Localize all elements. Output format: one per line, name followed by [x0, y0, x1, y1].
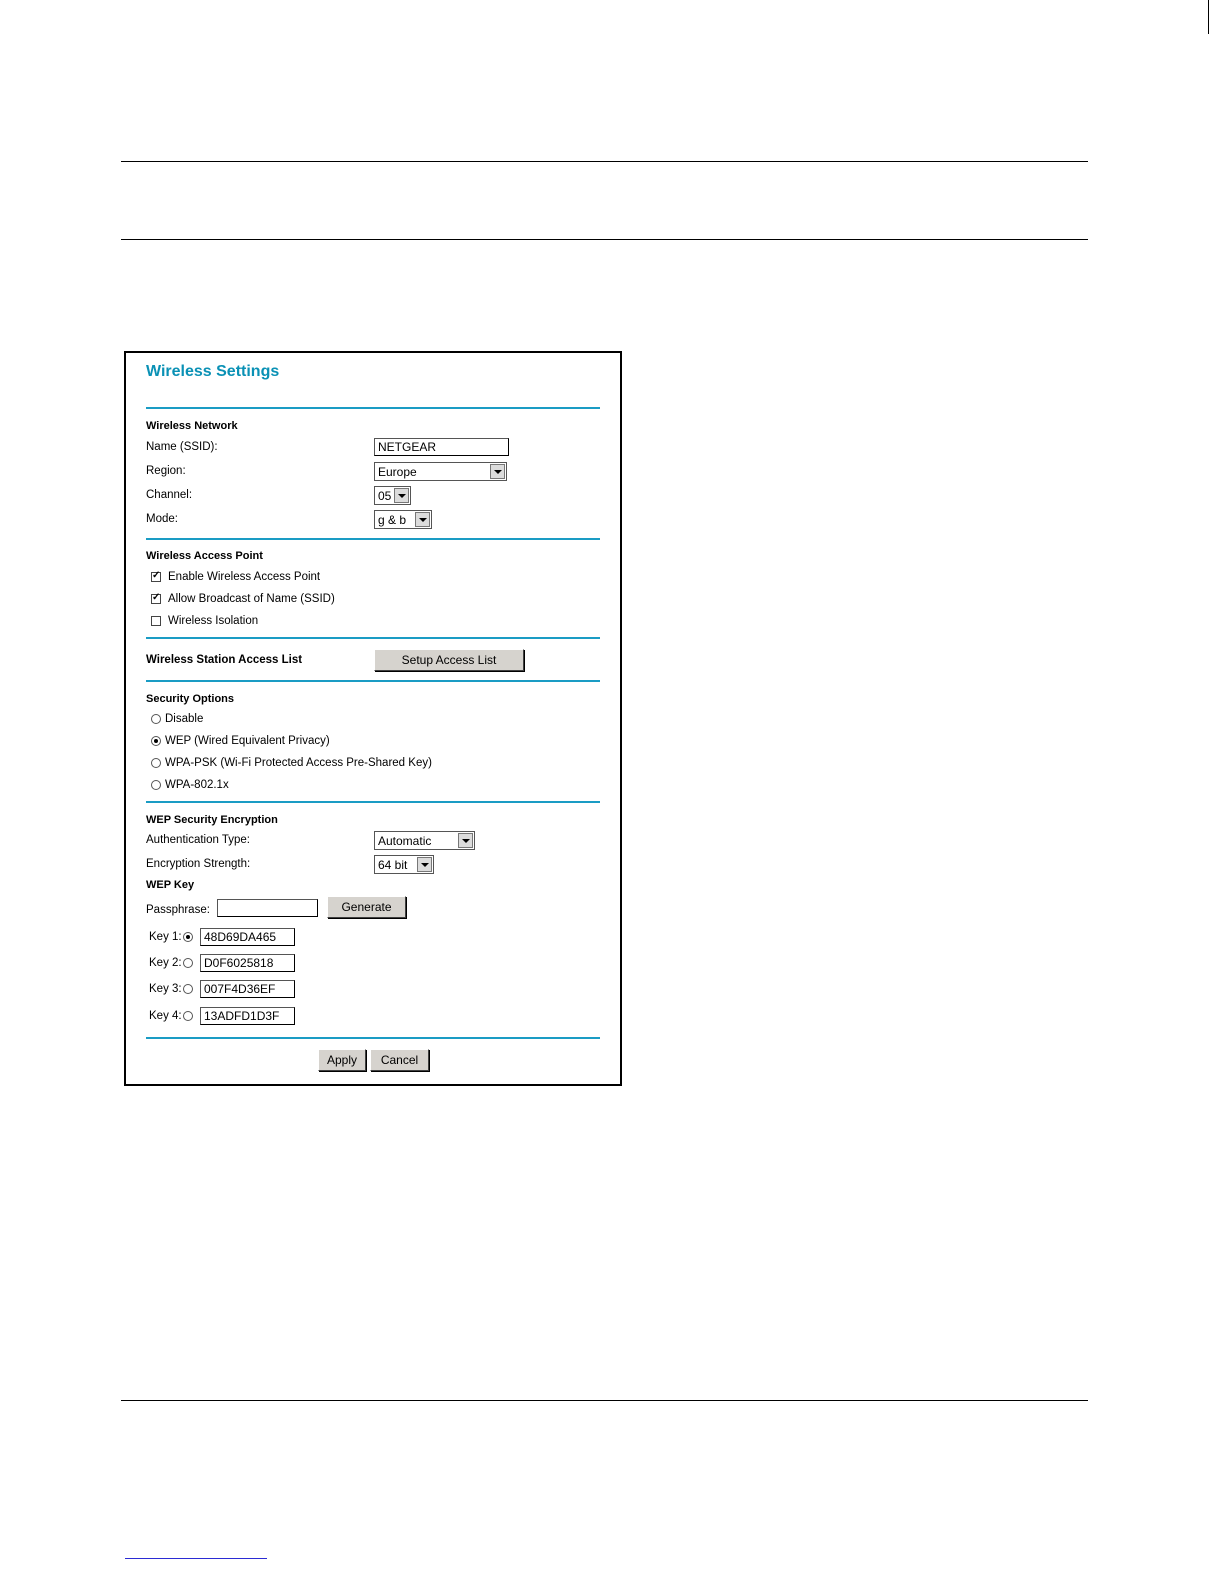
wep-key-1-input[interactable] [200, 928, 295, 946]
security-option-wep[interactable] [151, 735, 330, 747]
radio-selected-icon[interactable] [151, 736, 161, 746]
radio-label: Disable [165, 713, 204, 725]
section-divider [146, 538, 600, 540]
key-label: Key 2: [149, 957, 182, 969]
region-select-value: Europe [378, 464, 417, 479]
auth-type-label: Authentication Type: [146, 834, 250, 846]
radio-unselected-icon[interactable] [151, 758, 161, 768]
checkbox-checked-icon[interactable] [151, 594, 161, 604]
wireless-settings-panel [124, 351, 622, 1086]
region-label: Region: [146, 465, 186, 477]
section-divider [146, 407, 600, 409]
chevron-down-icon[interactable] [415, 512, 430, 527]
encryption-strength-select[interactable] [374, 855, 434, 874]
wep-key-row-2 [149, 954, 295, 972]
key-label: Key 4: [149, 1010, 182, 1022]
region-select[interactable] [374, 462, 507, 481]
access-point-heading: Wireless Access Point [146, 550, 263, 562]
ssid-label: Name (SSID): [146, 441, 218, 453]
radio-selected-icon[interactable] [183, 932, 193, 942]
wep-key-row-3 [149, 980, 295, 998]
wep-key-2-input[interactable] [200, 954, 295, 972]
section-divider [146, 637, 600, 639]
wep-key-row-1 [149, 928, 295, 946]
radio-label: WEP (Wired Equivalent Privacy) [165, 735, 330, 747]
mode-select[interactable] [374, 510, 432, 529]
section-divider [146, 801, 600, 803]
apply-button[interactable]: Apply [318, 1049, 366, 1071]
mode-label: Mode: [146, 513, 178, 525]
checkbox-label: Enable Wireless Access Point [168, 571, 321, 583]
broadcast-ssid-checkbox[interactable] [151, 593, 335, 605]
radio-unselected-icon[interactable] [183, 958, 193, 968]
section-divider [146, 680, 600, 682]
section-divider [146, 1037, 600, 1039]
radio-unselected-icon[interactable] [183, 984, 193, 994]
wep-key-4-input[interactable] [200, 1007, 295, 1025]
radio-label: WPA-802.1x [165, 779, 229, 791]
station-access-list-heading: Wireless Station Access List [146, 654, 303, 666]
security-option-wpa-psk[interactable] [151, 757, 432, 769]
radio-unselected-icon[interactable] [151, 780, 161, 790]
encryption-strength-select-value: 64 bit [378, 857, 408, 872]
radio-label: WPA-PSK (Wi-Fi Protected Access Pre-Shared Key) [165, 757, 432, 769]
wireless-isolation-checkbox[interactable] [151, 615, 258, 627]
security-options-heading: Security Options [146, 693, 235, 705]
footer-link-underline [125, 1558, 267, 1559]
checkbox-unchecked-icon[interactable] [151, 616, 161, 626]
wep-key-heading: WEP Key [146, 879, 195, 891]
radio-unselected-icon[interactable] [183, 1011, 193, 1021]
passphrase-input[interactable] [217, 899, 318, 917]
key-label: Key 3: [149, 983, 182, 995]
key-label: Key 1: [149, 931, 182, 943]
page-title: Wireless Settings [146, 363, 280, 380]
chevron-down-icon[interactable] [417, 857, 432, 872]
channel-label: Channel: [146, 489, 193, 501]
passphrase-label: Passphrase: [146, 904, 210, 916]
wep-encryption-heading: WEP Security Encryption [146, 814, 278, 826]
auth-type-select-value: Automatic [378, 833, 432, 848]
wep-key-3-input[interactable] [200, 980, 295, 998]
security-option-wpa-8021x[interactable] [151, 779, 229, 791]
setup-access-list-button[interactable]: Setup Access List [374, 649, 524, 671]
header-rule-bottom [121, 239, 1088, 240]
checkbox-checked-icon[interactable] [151, 572, 161, 582]
cancel-button[interactable]: Cancel [370, 1049, 429, 1071]
channel-select-value: 05 [378, 488, 392, 503]
checkbox-label: Wireless Isolation [168, 615, 259, 627]
generate-button[interactable]: Generate [327, 896, 406, 918]
page-edge-mark [1208, 0, 1209, 34]
mode-select-value: g & b [378, 512, 407, 527]
channel-select[interactable] [374, 486, 411, 505]
radio-unselected-icon[interactable] [151, 714, 161, 724]
chevron-down-icon[interactable] [394, 488, 409, 503]
encryption-strength-label: Encryption Strength: [146, 858, 251, 870]
auth-type-select[interactable] [374, 831, 475, 850]
chevron-down-icon[interactable] [490, 464, 505, 479]
security-option-disable[interactable] [151, 713, 203, 725]
wireless-network-heading: Wireless Network [146, 420, 238, 432]
chevron-down-icon[interactable] [458, 833, 473, 848]
checkbox-label: Allow Broadcast of Name (SSID) [168, 593, 335, 605]
ssid-input[interactable] [374, 438, 509, 456]
footer-rule [121, 1400, 1088, 1401]
enable-access-point-checkbox[interactable] [151, 571, 320, 583]
header-rule-top [121, 161, 1088, 162]
wep-key-row-4 [149, 1007, 295, 1025]
